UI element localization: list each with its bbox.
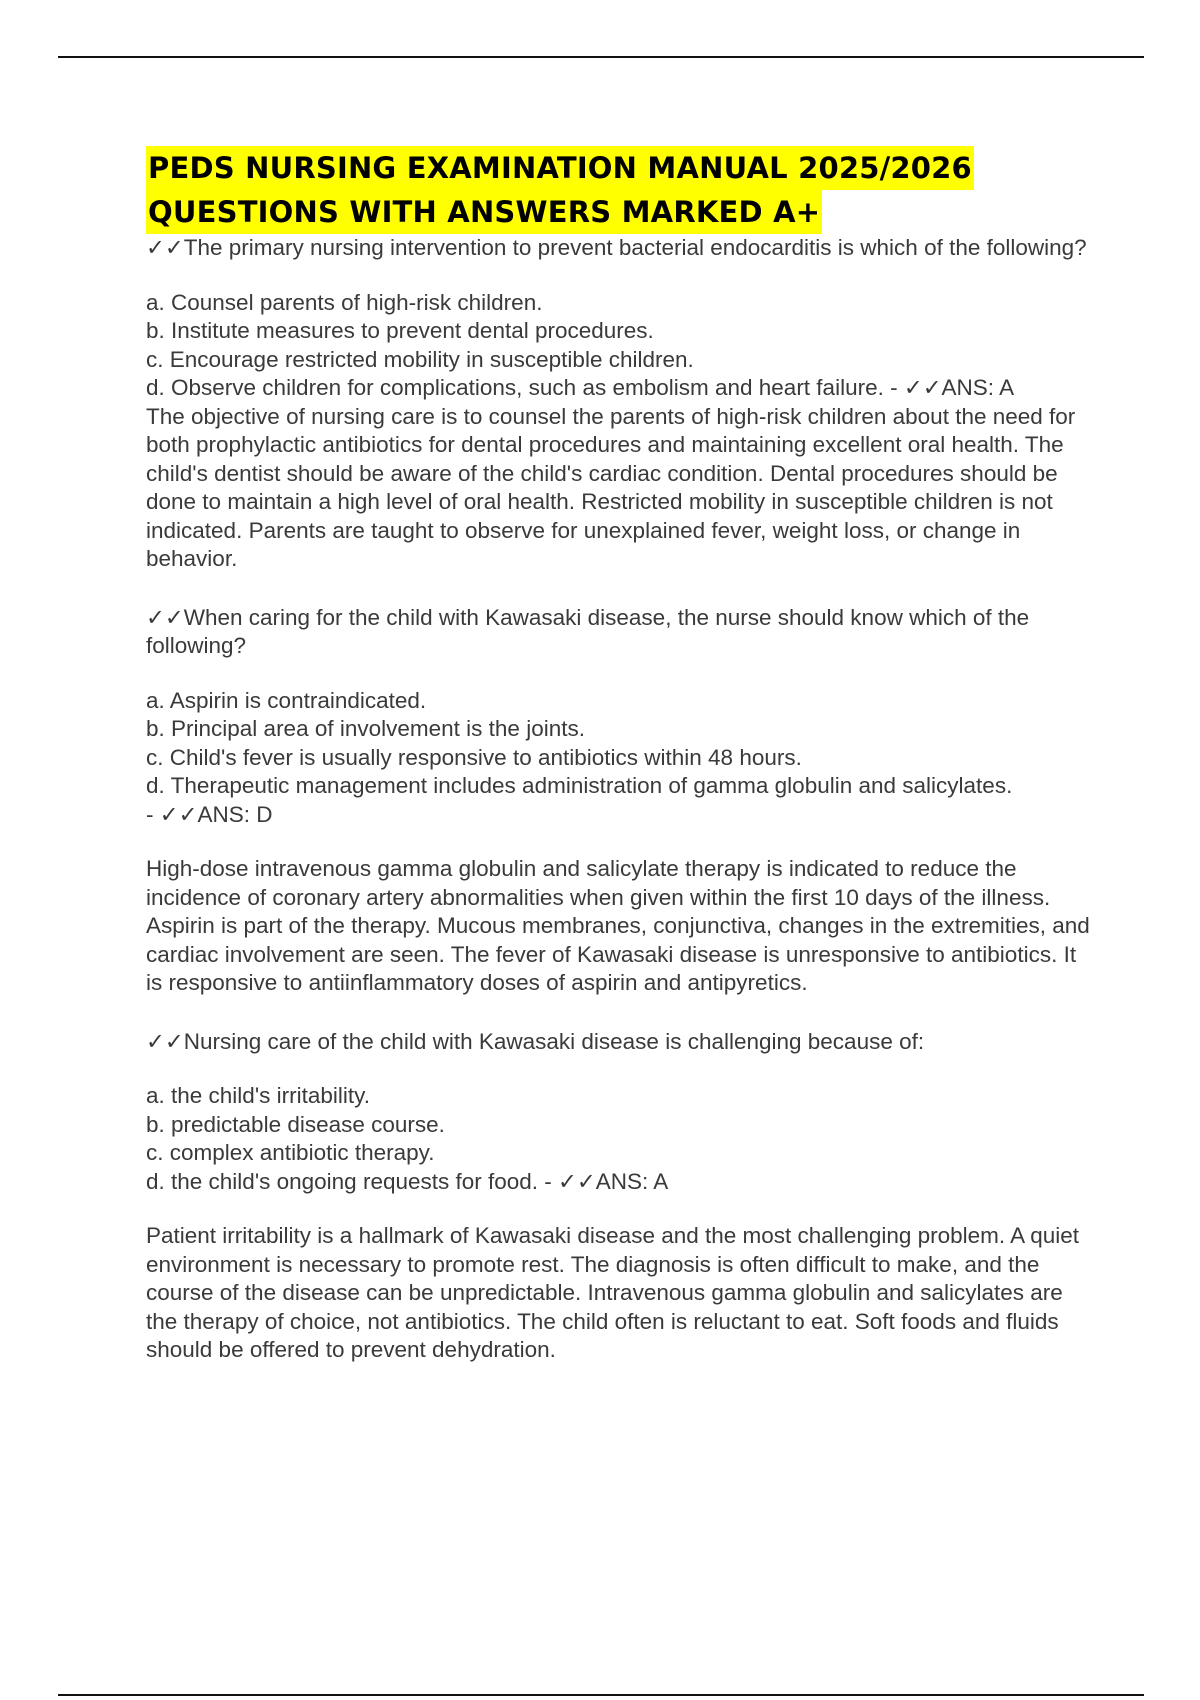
option-b: b. predictable disease course. [146, 1111, 445, 1137]
bottom-divider [58, 1694, 1144, 1696]
option-c: c. Encourage restricted mobility in susceptible children. [146, 346, 694, 372]
rationale-text: High-dose intravenous gamma globulin and salicylate therapy is indicated to reduce the incidence of coronary artery abnormalities when given within the first 10 days of the illness. Aspirin is part of the therapy. Mucous membranes, conjunctiva, changes in the extremities, and cardiac involvement are seen. The fever of Kawasaki disease is unresponsive to antibiotics. It is responsive to antiinflammatory doses of aspirin and antipyretics. [146, 856, 1090, 995]
title-line-2: QUESTIONS WITH ANSWERS MARKED A+ [146, 190, 822, 234]
page-title [146, 146, 1096, 234]
answer-key: - ✓✓ANS: D [146, 801, 273, 827]
document-body [146, 146, 1096, 1365]
rationale-text: Patient irritability is a hallmark of Kawasaki disease and the most challenging problem. A quiet environment is necessary to promote rest. The diagnosis is often difficult to make, and the course of the disease can be unpredictable. Intravenous gamma globulin and salicylates are the therapy of choice, not antibiotics. The child often is reluctant to eat. Soft foods and fluids should be offered to prevent dehydration. [146, 1223, 1079, 1362]
rationale-text: The objective of nursing care is to counsel the parents of high-risk children about the need for both prophylactic antibiotics for dental procedures and maintaining excellent oral health. The child's dentist should be aware of the child's cardiac condition. Dental procedures should be done to maintain a high level of oral health. Restricted mobility in susceptible children is not indicated. Parents are taught to observe for unexplained fever, weight loss, or change in behavior. [146, 403, 1076, 571]
question-block-3 [146, 1028, 1096, 1365]
option-c: c. Child's fever is usually responsive to antibiotics within 48 hours. [146, 744, 802, 770]
option-d-answer: d. the child's ongoing requests for food. - ✓✓ANS: A [146, 1168, 669, 1194]
option-d-answer: d. Observe children for complications, such as embolism and heart failure. - ✓✓ANS: A [146, 375, 1015, 400]
title-line-1: PEDS NURSING EXAMINATION MANUAL 2025/2026 [146, 146, 974, 190]
option-a: a. the child's irritability. [146, 1083, 370, 1108]
option-a: a. Counsel parents of high-risk children. [146, 289, 543, 315]
question-block-1 [146, 234, 1096, 574]
option-b: b. Principal area of involvement is the joints. [146, 716, 585, 741]
top-divider [58, 56, 1144, 58]
question-text: ✓✓When caring for the child with Kawasaki disease, the nurse should know which of the following? [146, 604, 1030, 658]
option-c: c. complex antibiotic therapy. [146, 1140, 435, 1165]
question-block-2 [146, 604, 1096, 998]
question-text: ✓✓Nursing care of the child with Kawasaki disease is challenging because of: [146, 1028, 925, 1054]
question-text: ✓✓The primary nursing intervention to prevent bacterial endocarditis is which of the following? [146, 235, 1087, 260]
option-b: b. Institute measures to prevent dental procedures. [146, 318, 654, 343]
option-d: d. Therapeutic management includes administration of gamma globulin and salicylates. [146, 773, 1013, 798]
option-a: a. Aspirin is contraindicated. [146, 687, 427, 713]
